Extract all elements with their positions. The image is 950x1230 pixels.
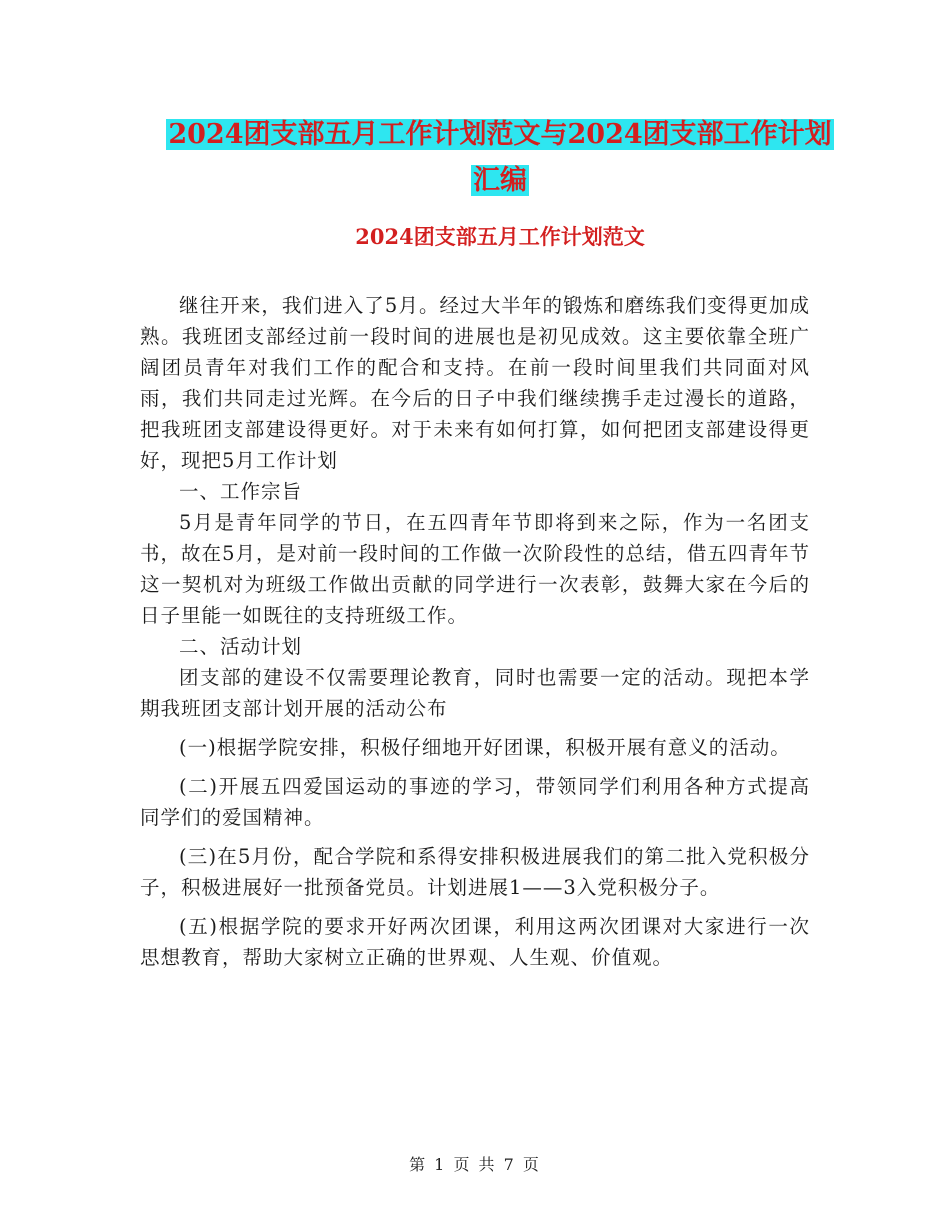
paragraph-activity-intro: 团支部的建设不仅需要理论教育，同时也需要一定的活动。现把本学期我班团支部计划开展的活动公布 bbox=[140, 666, 810, 720]
page-number-footer: 第 1 页 共 7 页 bbox=[409, 1155, 541, 1174]
section-title: 2024团支部五月工作计划范文 bbox=[355, 224, 645, 249]
paragraph-work-purpose: 5月是青年同学的节日，在五四青年节即将到来之际，作为一名团支书，故在5月，是对前一段时间的工作做一次阶段性的总结，借五四青年节这一契机对为班级工作做出贡献的同学进行一次表彰，鼓舞大家在今后的日子里能一如既往的支持班级工作。 bbox=[140, 511, 810, 627]
document-title-line-1: 2024团支部五月工作计划范文与2024团支部工作计划 bbox=[168, 119, 832, 150]
document-title-line-2: 汇编 bbox=[473, 165, 527, 196]
list-item-activity-5: (五)根据学院的要求开好两次团课，利用这两次团课对大家进行一次思想教育，帮助大家树立正确的世界观、人生观、价值观。 bbox=[140, 915, 810, 969]
paragraph-intro: 继往开来，我们进入了5月。经过大半年的锻炼和磨练我们变得更加成熟。我班团支部经过前一段时间的进展也是初见成效。这主要依靠全班广阔团员青年对我们工作的配合和支持。在前一段时间里我们共同面对风雨，我们共同走过光辉。在今后的日子中我们继续携手走过漫长的道路，把我班团支部建设得更好。对于未来有如何打算，如何把团支部建设得更好，现把5月工作计划 bbox=[140, 294, 810, 472]
heading-activity-plan: 二、活动计划 bbox=[179, 635, 303, 658]
list-item-activity-2: (二)开展五四爱国运动的事迹的学习，带领同学们利用各种方式提高同学们的爱国精神。 bbox=[140, 775, 810, 829]
heading-work-purpose: 一、工作宗旨 bbox=[179, 480, 303, 503]
document-body bbox=[140, 290, 810, 981]
list-item-activity-1: (一)根据学院安排，积极仔细地开好团课，积极开展有意义的活动。 bbox=[179, 736, 791, 759]
document-title bbox=[140, 112, 860, 204]
list-item-activity-3: (三)在5月份，配合学院和系得安排积极进展我们的第二批入党积极分子，积极进展好一批预备党员。计划进展1——3入党积极分子。 bbox=[140, 845, 810, 899]
